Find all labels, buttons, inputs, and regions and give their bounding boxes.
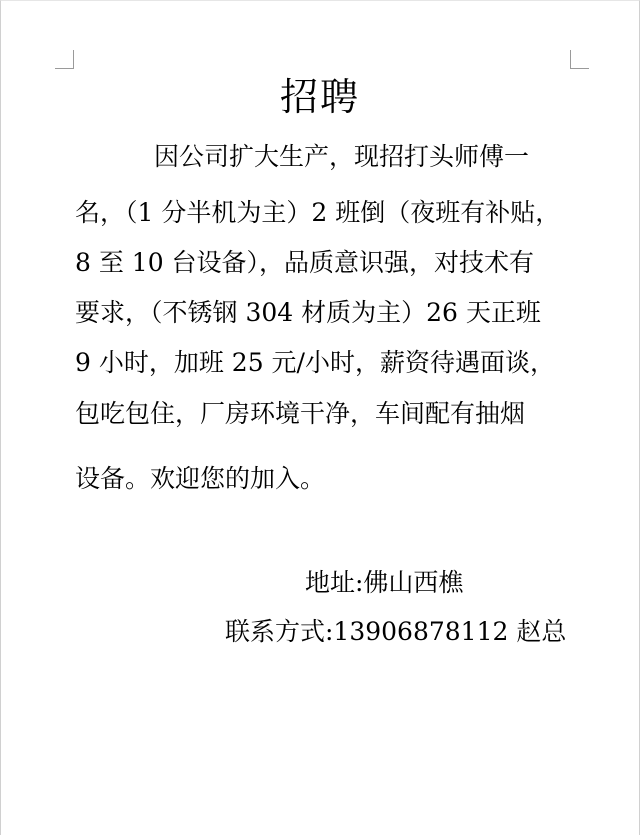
body-line-4: 要求，（不锈钢 304 材质为主）26 天正班 <box>75 298 541 327</box>
body-line-6: 包吃包住，厂房环境干净，车间配有抽烟 <box>75 399 526 428</box>
top-left-crop-mark <box>55 50 74 69</box>
document-title: 招聘 <box>279 75 360 119</box>
address-line: 地址:佛山西樵 <box>305 568 464 597</box>
top-right-crop-mark <box>570 50 589 69</box>
body-line-1: 因公司扩大生产，现招打头师傅一 <box>154 142 530 171</box>
body-line-3: 8 至 10 台设备），品质意识强，对技术有 <box>75 248 535 277</box>
body-line-5: 9 小时，加班 25 元/小时，薪资待遇面谈， <box>75 348 555 377</box>
body-line-2: 名，（1 分半机为主）2 班倒（夜班有补贴， <box>75 198 561 227</box>
contact-line: 联系方式:13906878112 赵总 <box>225 617 567 646</box>
body-line-7: 设备。欢迎您的加入。 <box>75 464 326 493</box>
